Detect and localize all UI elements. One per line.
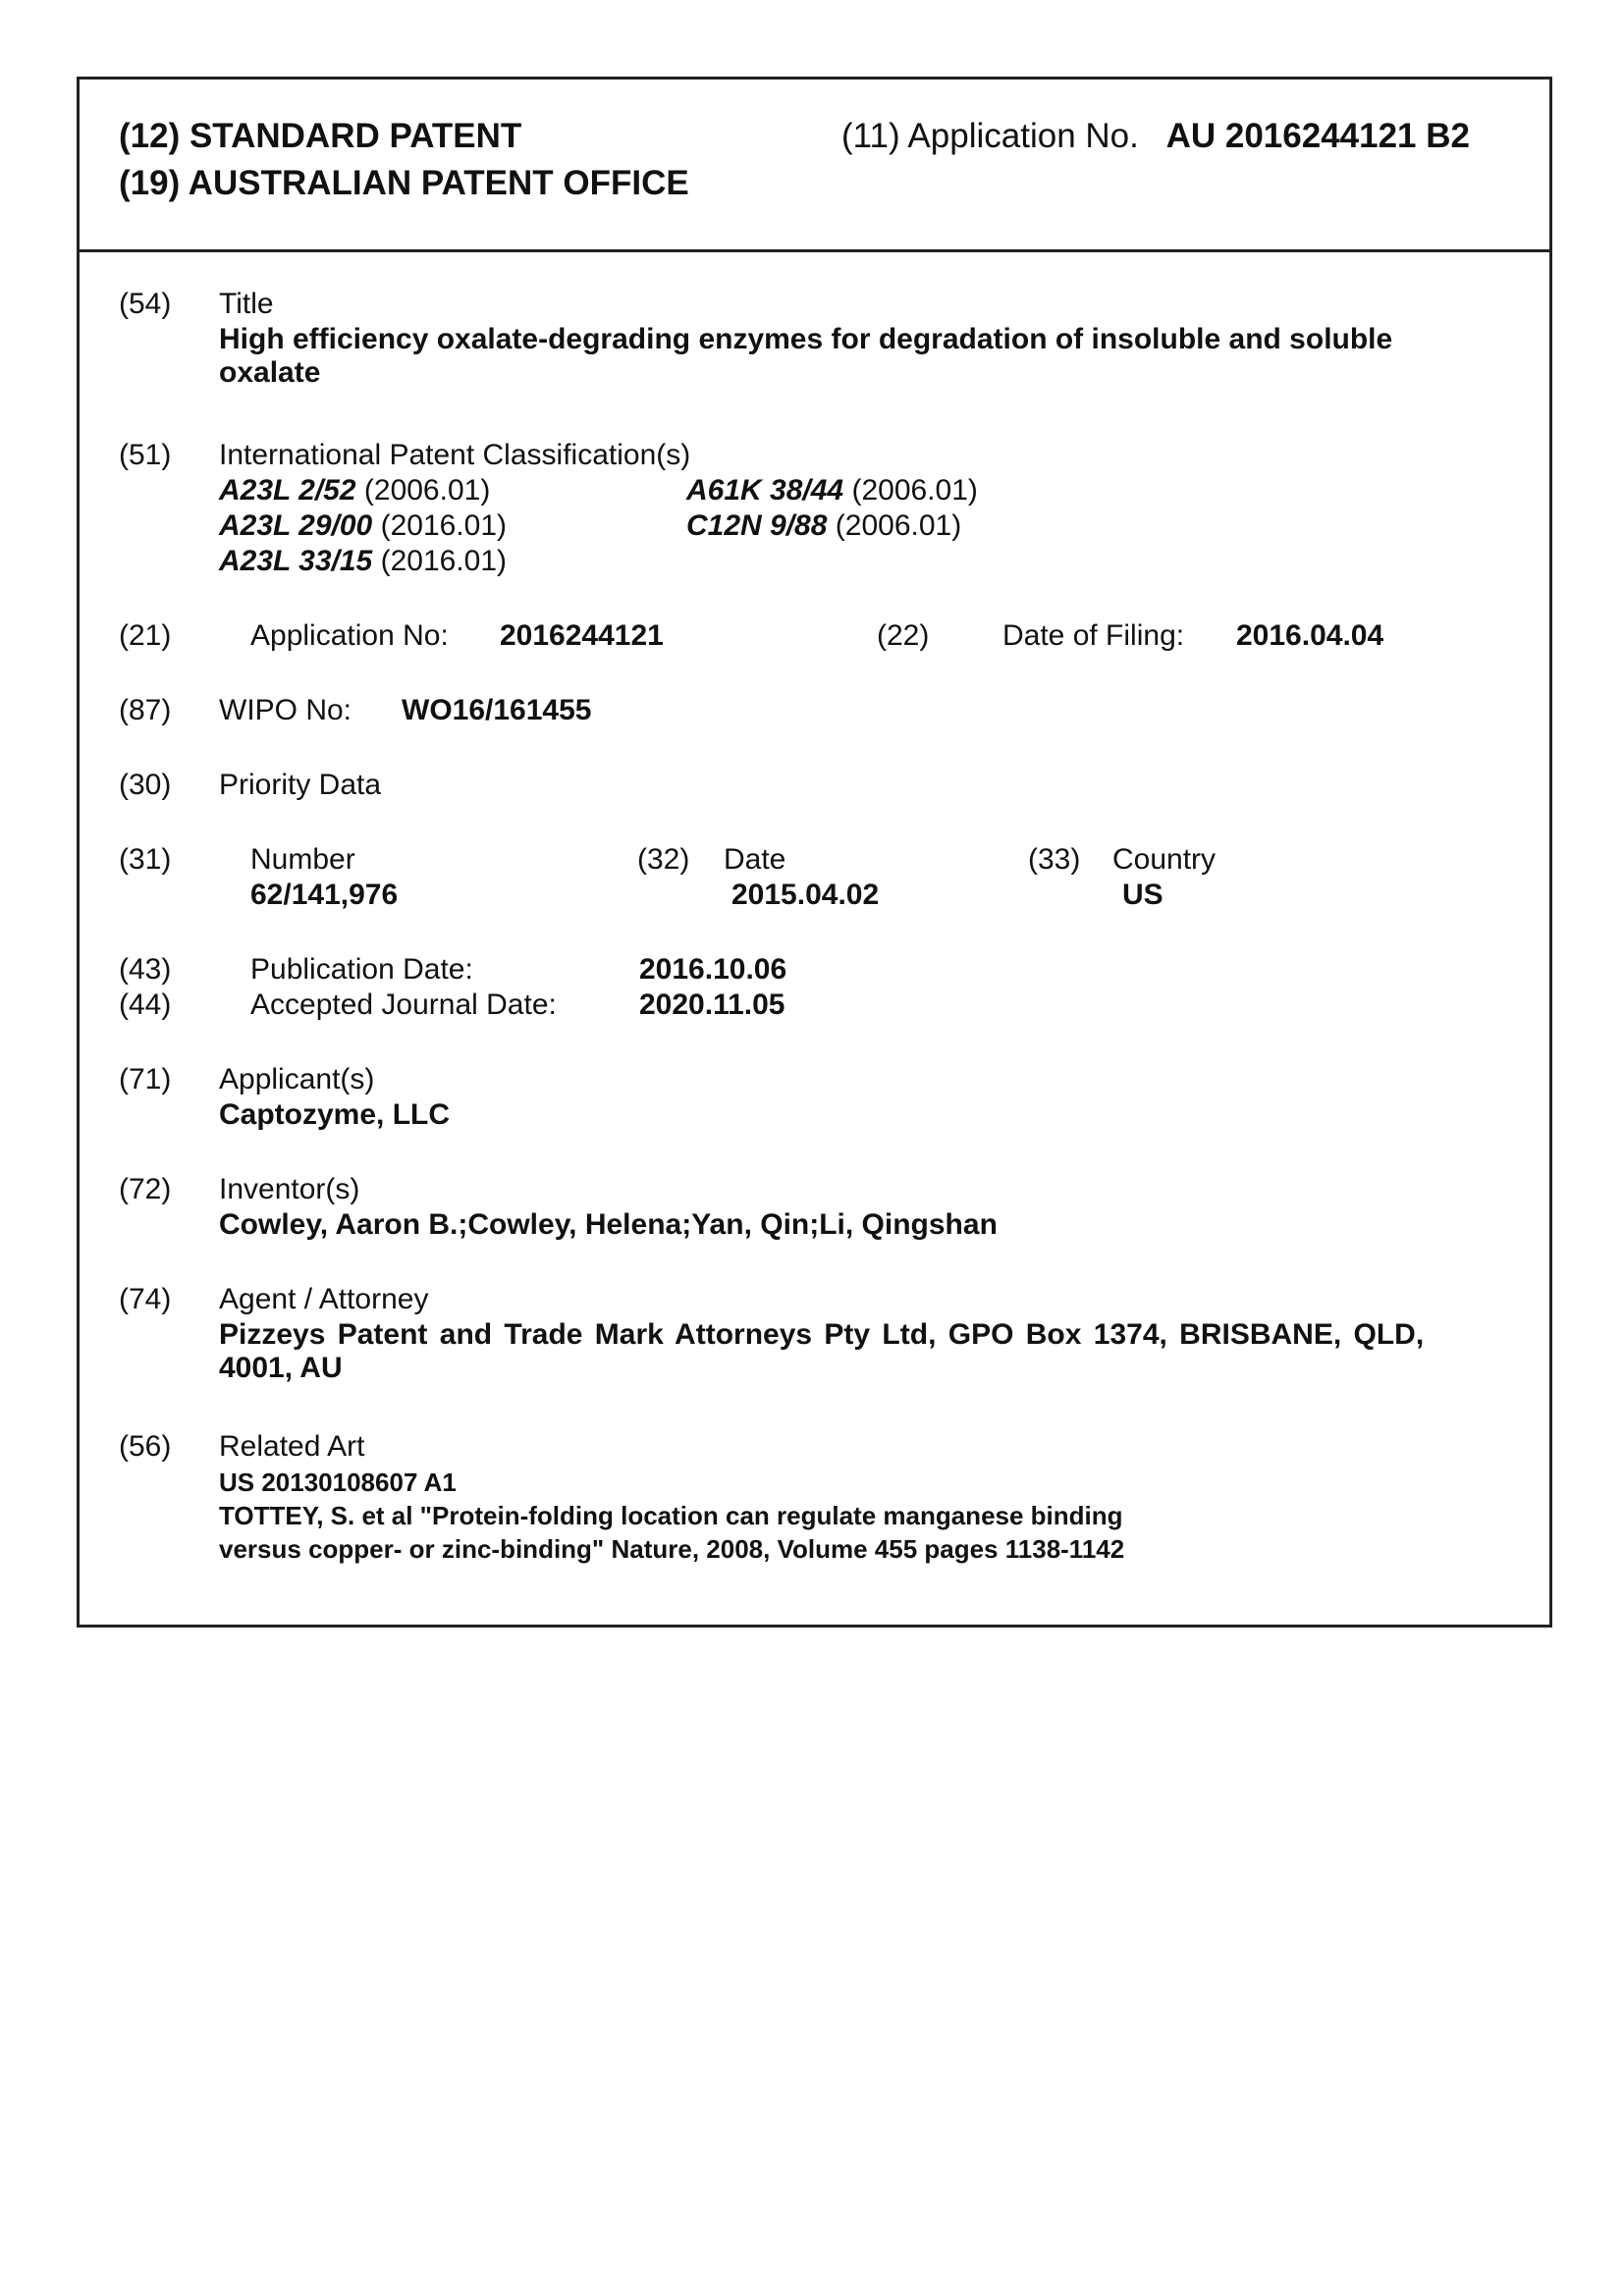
priority-country-code: (33) xyxy=(1028,843,1081,876)
applicant-value: Captozyme, LLC xyxy=(219,1098,451,1131)
agent-line-1: Pizzeys Patent and Trade Mark Attorneys Pty Ltd, GPO Box 1374, BRISBANE, QLD, xyxy=(219,1318,1425,1351)
priority-country-value: US xyxy=(1122,879,1163,911)
related-label: Related Art xyxy=(219,1430,365,1463)
accepted-value: 2020.11.05 xyxy=(639,988,785,1021)
wipo-value: WO16/161455 xyxy=(402,694,592,726)
related-art-line: US 20130108607 A1 xyxy=(219,1468,457,1497)
wipo-label: WIPO No: xyxy=(219,694,352,726)
ipc-entry: C12N 9/88 (2006.01) xyxy=(686,509,962,542)
filing-value: 2016.04.04 xyxy=(1236,619,1384,652)
application-number-header xyxy=(841,117,1470,156)
publication-value: 2016.10.06 xyxy=(639,953,787,986)
agent-label: Agent / Attorney xyxy=(219,1283,429,1315)
title-line-1: High efficiency oxalate-degrading enzymes for degradation of insoluble and soluble xyxy=(219,323,1393,355)
application-value: 2016244121 xyxy=(500,619,664,652)
ipc-entry: A23L 29/00 (2016.01) xyxy=(219,509,508,542)
ipc-code: (51) xyxy=(119,439,172,471)
application-label: Application No: xyxy=(250,619,449,652)
priority-number-code: (31) xyxy=(119,843,172,876)
priority-number-label: Number xyxy=(250,843,355,876)
publication-code: (43) xyxy=(119,953,172,986)
publication-label: Publication Date: xyxy=(250,953,473,986)
patent-header xyxy=(80,80,1549,252)
inventor-value: Cowley, Aaron B.;Cowley, Helena;Yan, Qin;Li, Qingshan xyxy=(219,1208,998,1241)
priority-label: Priority Data xyxy=(219,769,382,801)
filing-label: Date of Filing: xyxy=(1002,619,1185,652)
title-code: (54) xyxy=(119,288,172,320)
wipo-code: (87) xyxy=(119,694,172,726)
applicant-label: Applicant(s) xyxy=(219,1063,375,1095)
agent-line-2: 4001, AU xyxy=(219,1352,343,1384)
title-line-2: oxalate xyxy=(219,356,321,389)
accepted-label: Accepted Journal Date: xyxy=(250,988,557,1021)
accepted-code: (44) xyxy=(119,988,172,1021)
priority-code: (30) xyxy=(119,769,172,801)
application-prefix: (11) Application No. xyxy=(841,117,1139,155)
application-number: AU 2016244121 B2 xyxy=(1165,117,1470,155)
priority-country-label: Country xyxy=(1112,843,1217,876)
priority-date-label: Date xyxy=(724,843,786,876)
related-art-line: versus copper- or zinc-binding" Nature, 2008, Volume 455 pages 1138-1142 xyxy=(219,1534,1125,1564)
inventor-code: (72) xyxy=(119,1173,172,1205)
application-code: (21) xyxy=(119,619,172,652)
related-art-line: TOTTEY, S. et al "Protein-folding location can regulate manganese binding xyxy=(219,1501,1123,1530)
ipc-label: International Patent Classification(s) xyxy=(219,439,691,471)
patent-office: (19) AUSTRALIAN PATENT OFFICE xyxy=(119,164,689,202)
ipc-entry: A61K 38/44 (2006.01) xyxy=(686,474,978,507)
applicant-code: (71) xyxy=(119,1063,172,1095)
filing-code: (22) xyxy=(877,619,930,652)
related-code: (56) xyxy=(119,1430,172,1463)
ipc-entry: A23L 2/52 (2006.01) xyxy=(219,474,491,507)
inventor-label: Inventor(s) xyxy=(219,1173,360,1205)
patent-frame xyxy=(77,77,1552,1628)
priority-date-code: (32) xyxy=(637,843,690,876)
title-label: Title xyxy=(219,288,274,320)
priority-number-value: 62/141,976 xyxy=(250,879,399,911)
priority-date-value: 2015.04.02 xyxy=(731,879,880,911)
ipc-entry: A23L 33/15 (2016.01) xyxy=(219,545,508,577)
patent-type: (12) STANDARD PATENT xyxy=(119,117,522,155)
agent-code: (74) xyxy=(119,1283,172,1315)
